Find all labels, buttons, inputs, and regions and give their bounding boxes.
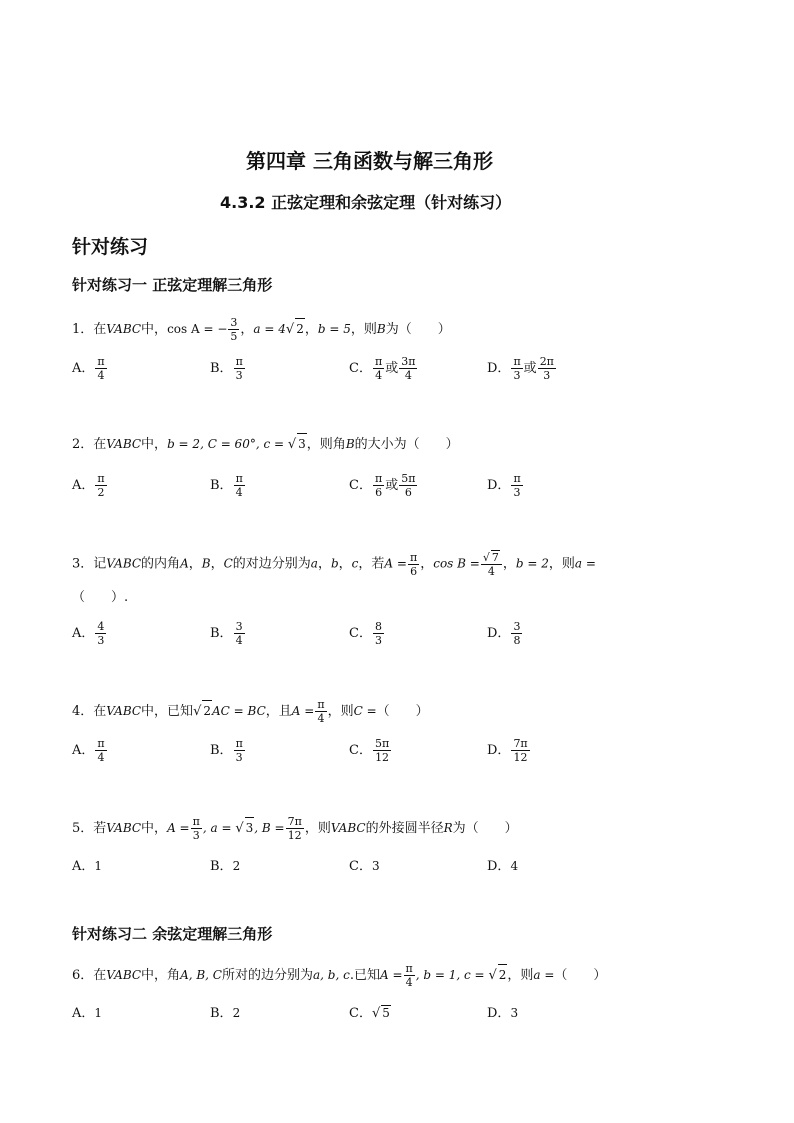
q-text: 为（ ）	[385, 322, 451, 337]
q-text: ，	[210, 556, 224, 572]
option-a[interactable]: A．1	[72, 859, 103, 874]
q-text: 的外接圆半径	[365, 821, 444, 836]
q-text: ，若	[358, 556, 385, 572]
q-math: R	[443, 821, 453, 835]
q-text: 中，	[141, 322, 168, 337]
section-heading-2: 针对练习二 余弦定理解三角形	[72, 925, 273, 943]
q-text: ，则角	[306, 437, 346, 452]
question-4: 4．在VABC中，已知√ 2AC = BC，且A = $\frac{\pi}{4}$ ，则C =（ ）	[72, 698, 429, 725]
q-math: AC = BC	[212, 704, 266, 718]
question-3	[72, 550, 596, 578]
fraction: $\frac{\pi}{4}$	[317, 698, 325, 725]
option-b[interactable]: B． $\frac{\pi}{3}$	[210, 355, 243, 382]
q-math: b = 5	[317, 322, 351, 336]
option-b[interactable]: B．2	[210, 1006, 241, 1021]
fraction: $\frac{√ 7}{4}$	[481, 550, 502, 578]
question-number: 1．	[72, 322, 94, 337]
question-3-cont: （ ）.	[72, 590, 129, 605]
q-math: b = 2, C = 60°, c =	[167, 437, 288, 451]
option-d[interactable]: D． $\frac{3}{8}$	[487, 620, 521, 647]
option-a[interactable]: A．1	[72, 1006, 103, 1021]
section-title: 4.3.2 正弦定理和余弦定理（针对练习）	[220, 193, 512, 212]
q-math: C =	[353, 704, 377, 718]
q-math: , b = 1, c =	[415, 968, 489, 982]
question-number: 6．	[72, 968, 94, 983]
section-heading-1: 针对练习一 正弦定理解三角形	[72, 276, 273, 294]
q-math: cos A = −	[167, 322, 228, 336]
q-math: A =	[167, 821, 190, 835]
chapter-title: 第四章 三角函数与解三角形	[246, 149, 493, 173]
option-d[interactable]: D． $\frac{\pi}{3}$	[487, 472, 521, 499]
option-d[interactable]: D． $\frac{7\pi}{12}$	[487, 737, 528, 764]
q-math: c	[351, 556, 359, 571]
question-6: 6．在VABC中，角A, B, C所对的边分别为a, b, c.已知A = $\frac{\pi}{4}$ , b = 1, c = √ 2，则a =（ ）	[72, 962, 607, 989]
q-text: 在	[93, 322, 107, 337]
option-d[interactable]: D．4	[487, 859, 519, 874]
q-text: ，	[420, 556, 434, 572]
q-math: cos B =	[433, 556, 480, 571]
q-math: a =	[574, 556, 596, 571]
q-math: A, B, C	[180, 968, 222, 982]
q-text: 中，已知	[141, 704, 194, 719]
q-text: ，则	[350, 322, 377, 337]
main-heading: 针对练习	[72, 236, 149, 258]
q-text: ，	[502, 556, 516, 572]
option-d[interactable]: D． $\frac{\pi}{3}$ 或 $\frac{2\pi}{3}$	[487, 355, 554, 382]
option-a[interactable]: A． $\frac{\pi}{2}$	[72, 472, 105, 499]
q-text: 记	[93, 556, 107, 572]
q-math: C	[223, 556, 233, 571]
q-text: （ ）	[376, 704, 429, 719]
q-text: 中，角	[141, 968, 181, 983]
q-text: 所对的边分别为	[222, 968, 314, 983]
option-c[interactable]: C． $\frac{8}{3}$	[349, 620, 382, 647]
q-text: ，则	[548, 556, 575, 572]
q-math: a	[310, 556, 318, 571]
q-text: ，则	[304, 821, 331, 836]
q-math: VABC	[106, 704, 142, 718]
question-number: 5．	[72, 821, 94, 836]
q-math: B	[345, 437, 355, 451]
q-sqrt: 3	[245, 817, 255, 838]
q-math: VABC	[106, 968, 142, 982]
option-b[interactable]: B． $\frac{3}{4}$	[210, 620, 243, 647]
q-text: ，	[338, 556, 352, 572]
q-math: a =	[533, 968, 555, 982]
q-text: ，	[317, 556, 331, 572]
q-text: 的内角	[141, 556, 181, 572]
q-text: 的大小为（ ）	[354, 437, 459, 452]
q-text: 在	[93, 704, 107, 719]
question-2: 2．在VABC中，b = 2, C = 60°, c = √ 3，则角B的大小为（ ）	[72, 433, 459, 455]
q-math: A =	[291, 704, 315, 718]
q-text: ，且	[265, 704, 292, 719]
q-math: VABC	[106, 437, 142, 451]
option-a[interactable]: A． $\frac{\pi}{4}$	[72, 737, 105, 764]
q-sqrt: 2	[202, 700, 212, 721]
question-5: 5．若VABC中，A = $\frac{\pi}{3}$ , a = √ 3, B = $\frac{7\pi}{12}$ ，则VABC的外接圆半径R为（ ）	[72, 815, 518, 842]
fraction: $\frac{\pi}{6}$	[409, 550, 418, 578]
option-c[interactable]: C． $\frac{\pi}{6}$ 或 $\frac{5\pi}{6}$	[349, 472, 416, 499]
question-number: 3．	[72, 556, 94, 572]
q-math: B	[201, 556, 211, 571]
q-text: ，	[188, 556, 202, 572]
fraction: $\frac{3}{5}$	[230, 316, 238, 343]
q-text: （ ）	[554, 968, 607, 983]
q-math: A =	[379, 968, 403, 982]
q-text: .已知	[349, 968, 380, 983]
q-sqrt: 2	[295, 318, 305, 339]
q-text: ，	[304, 322, 318, 337]
question-number: 4．	[72, 704, 94, 719]
q-text: 若	[93, 821, 107, 836]
option-b[interactable]: B． $\frac{\pi}{3}$	[210, 737, 243, 764]
q-math: b = 2	[515, 556, 549, 571]
q-math: a = 4	[253, 322, 286, 336]
q-text: 在	[93, 968, 107, 983]
option-a[interactable]: A． $\frac{4}{3}$	[72, 620, 105, 647]
option-c[interactable]: C． $\frac{\pi}{4}$ 或 $\frac{3\pi}{4}$	[349, 355, 416, 382]
option-a[interactable]: A． $\frac{\pi}{4}$	[72, 355, 105, 382]
q-text: 中，	[141, 821, 168, 836]
option-b[interactable]: B． $\frac{\pi}{4}$	[210, 472, 243, 499]
q-text: 的对边分别为	[232, 556, 311, 572]
question-1: 1．在VABC中，cos A = − $\frac{3}{5}$ ，a = 4√ 2，b = 5，则B为（ ）	[72, 316, 451, 343]
fraction: $\frac{\pi}{3}$	[192, 815, 200, 842]
q-math: a, b, c	[313, 968, 350, 982]
fraction: $\frac{\pi}{4}$	[405, 962, 413, 989]
q-text: ，则	[327, 704, 354, 719]
q-math: B	[376, 322, 386, 336]
q-sqrt: 3	[297, 433, 307, 454]
q-math: A	[180, 556, 189, 571]
q-math: , B =	[254, 821, 285, 835]
q-math: VABC	[330, 821, 366, 835]
q-text: 在	[93, 437, 107, 452]
q-math: VABC	[106, 322, 142, 336]
q-text: ，	[240, 322, 254, 337]
option-c[interactable]: C． $\frac{5\pi}{12}$	[349, 737, 390, 764]
option-d[interactable]: D．3	[487, 1006, 519, 1021]
q-sqrt: 2	[498, 964, 508, 985]
q-math: A =	[384, 556, 407, 571]
option-b[interactable]: B．2	[210, 859, 241, 874]
q-math: , a =	[202, 821, 236, 835]
fraction: $\frac{7\pi}{12}$	[287, 815, 302, 842]
q-text: 为（ ）	[452, 821, 518, 836]
option-c[interactable]: C．3	[349, 859, 380, 874]
q-math: VABC	[106, 821, 142, 835]
option-c[interactable]: C．√ 5	[349, 1006, 390, 1021]
q-math: VABC	[106, 556, 142, 571]
q-text: 中，	[141, 437, 168, 452]
q-math: b	[330, 556, 339, 571]
question-number: 2．	[72, 437, 94, 452]
q-text: ，则	[507, 968, 534, 983]
